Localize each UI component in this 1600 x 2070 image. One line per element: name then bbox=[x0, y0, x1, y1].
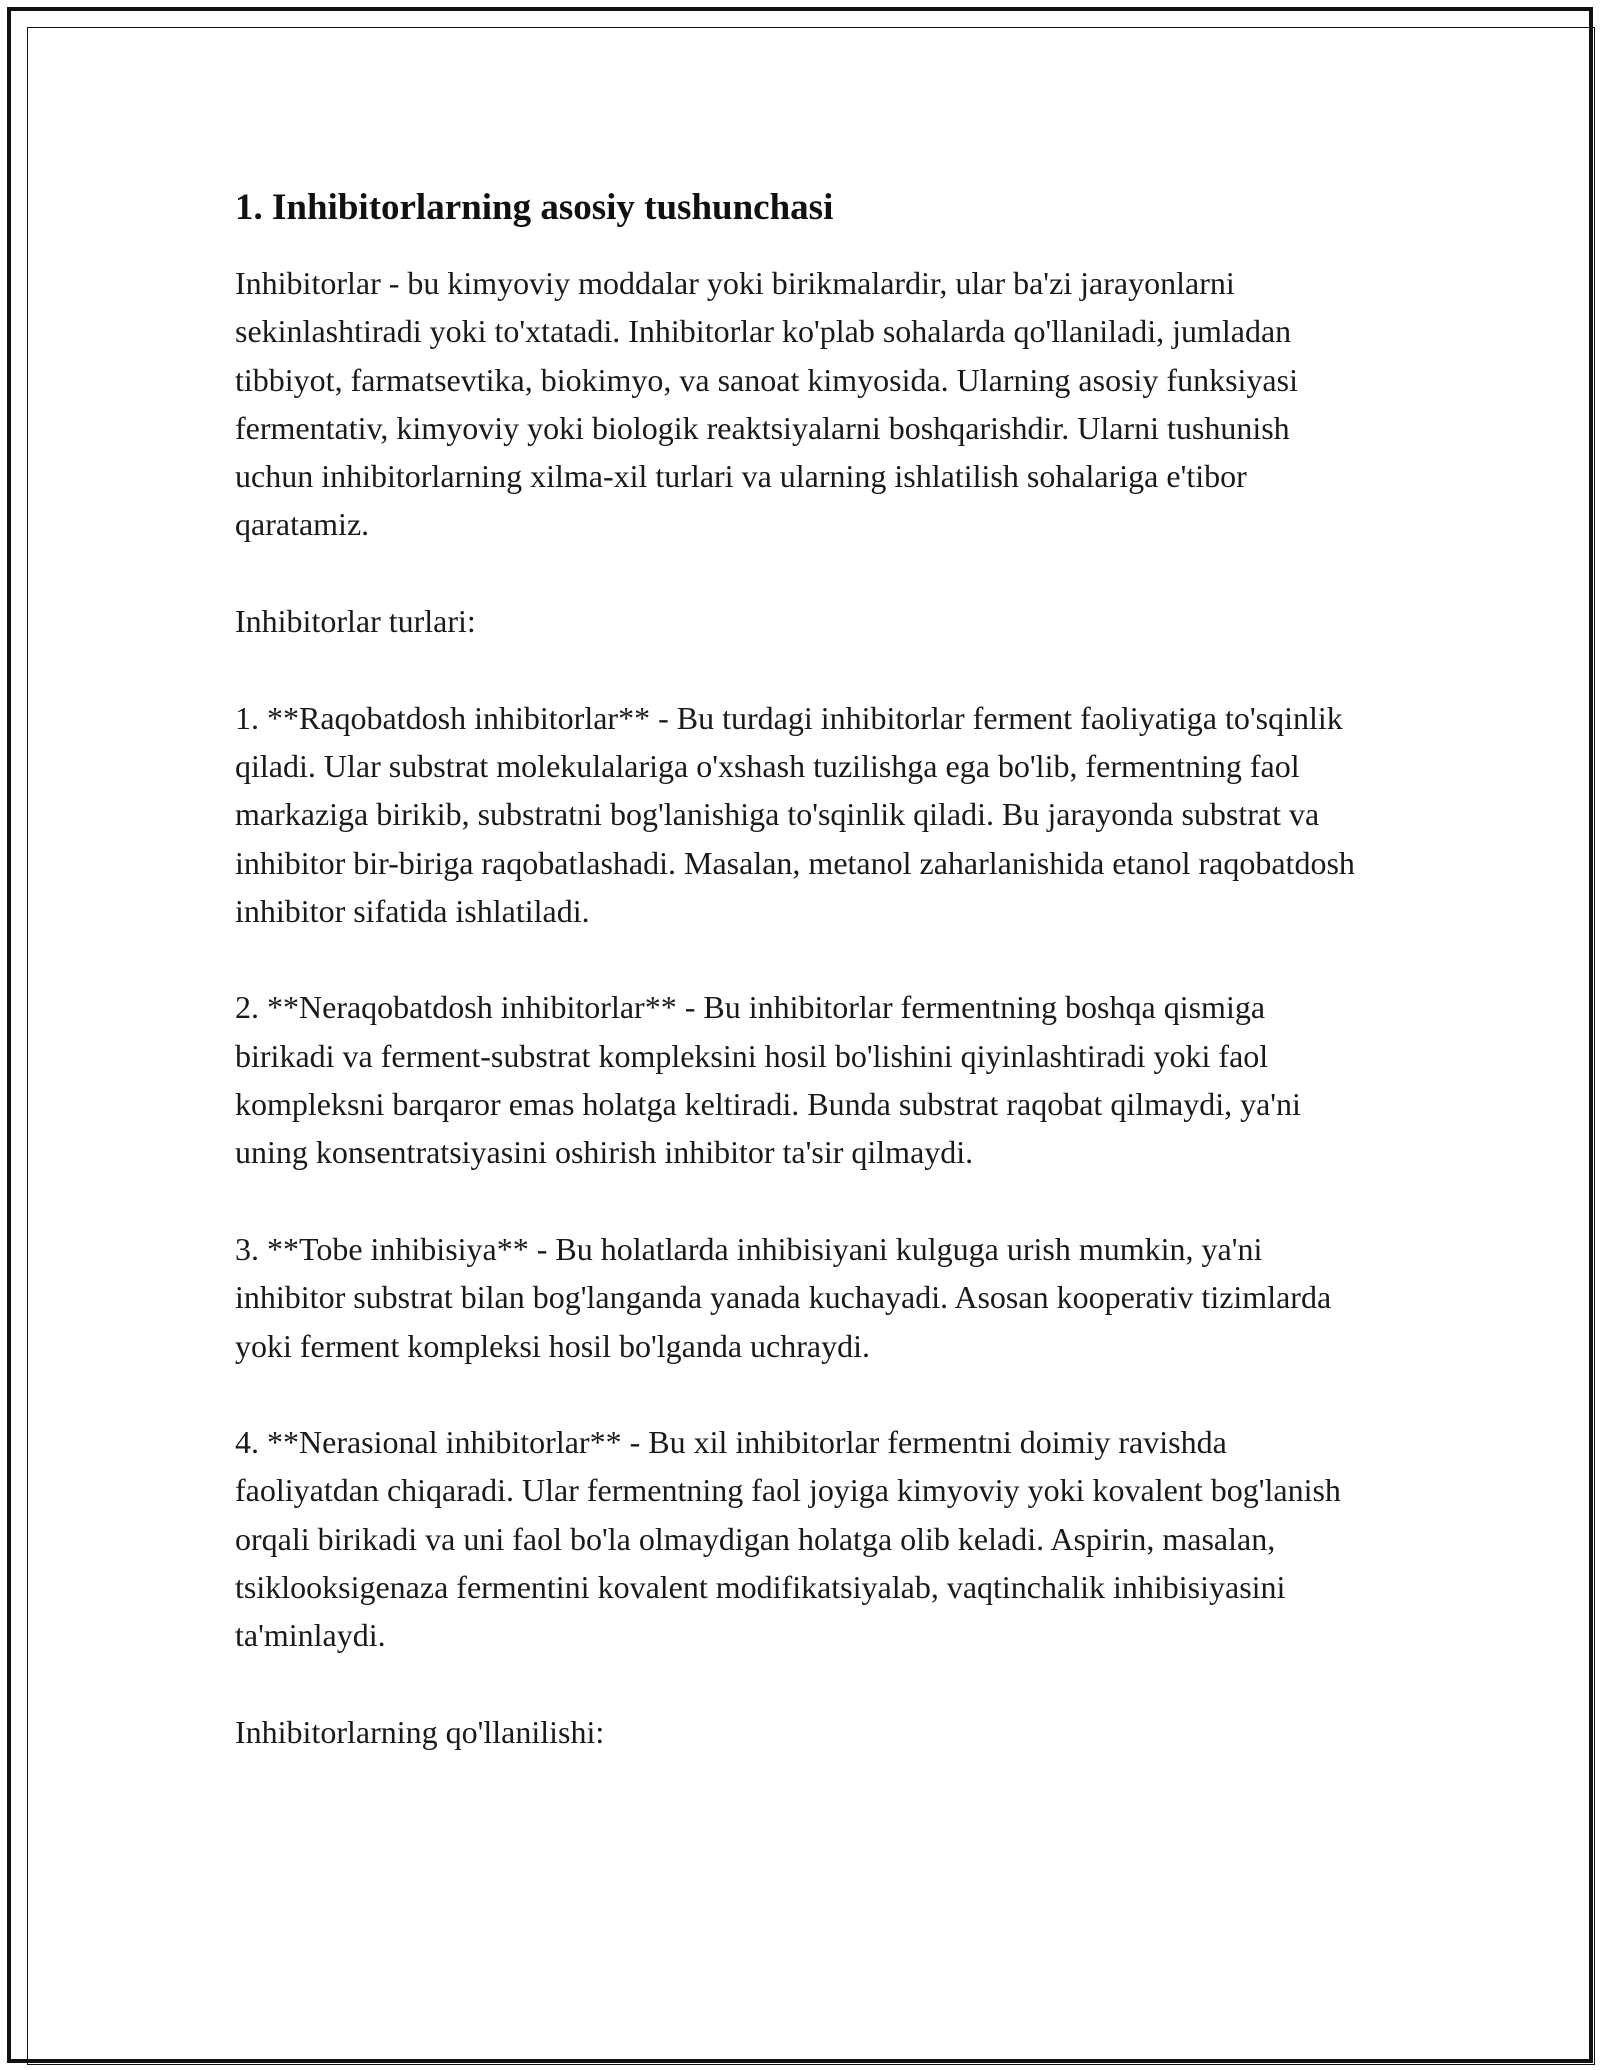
types-subheading: Inhibitorlar turlari: bbox=[235, 603, 476, 640]
list-item-competitive: 1. **Raqobatdosh inhibitorlar** - Bu turdagi inhibitorlar ferment faoliyatiga to'sqinlik qiladi. Ular substrat molekulalariga o'xshash tuzilishga ega bo'lib, fermentning faol markaziga birikib, substratni bog'lanishiga to'sqinlik qiladi. Bu jarayonda substrat va inhibitor bir-biriga raqobatlashadi. Masalan, metanol zaharlanishida etanol raqobatdosh inhibitor sifatida ishlatiladi. bbox=[235, 699, 1355, 929]
section-heading: 1. Inhibitorlarning asosiy tushunchasi bbox=[235, 187, 834, 228]
document-body bbox=[235, 185, 1365, 1805]
applications-subheading: Inhibitorlarning qo'llanilishi: bbox=[235, 1713, 605, 1750]
list-item-uncompetitive: 3. **Tobe inhibisiya** - Bu holatlarda inhibisiyani kulguga urish mumkin, ya'ni inhibitor substrat bilan bog'langanda yanada kuchayadi. Asosan kooperativ tizimlarda yoki ferment kompleksi hosil bo'lganda uchraydi. bbox=[235, 1230, 1332, 1364]
list-item-noncompetitive: 2. **Neraqobatdosh inhibitorlar** - Bu inhibitorlar fermentning boshqa qismiga birikadi va ferment-substrat kompleksini hosil bo'lishini qiyinlashtiradi yoki faol kompleksni barqaror emas holatga keltiradi. Bunda substrat raqobat qilmaydi, ya'ni uning konsentratsiyasini oshirish inhibitor ta'sir qilmaydi. bbox=[235, 989, 1301, 1171]
list-item-irreversible: 4. **Nerasional inhibitorlar** - Bu xil inhibitorlar fermentni doimiy ravishda faoliyatdan chiqaradi. Ular fermentning faol joyiga kimyoviy yoki kovalent bog'lanish orqali birikadi va uni faol bo'la olmaydigan holatga olib keladi. Aspirin, masalan, tsiklooksigenaza fermentini kovalent modifikatsiyalab, vaqtinchalik inhibisiyasini ta'minlaydi. bbox=[235, 1424, 1341, 1654]
intro-paragraph: Inhibitorlar - bu kimyoviy moddalar yoki birikmalardir, ular ba'zi jarayonlarni sekinlashtiradi yoki to'xtatadi. Inhibitorlar ko'plab sohalarda qo'llaniladi, jumladan tibbiyot, farmatsevtika, biokimyo, va sanoat kimyosida. Ularning asosiy funksiyasi fermentativ, kimyoviy yoki biologik reaktsiyalarni boshqarishdir. Ularni tushunish uchun inhibitorlarning xilma-xil turlari va ularning ishlatilish sohalariga e'tibor qaratamiz. bbox=[235, 265, 1298, 543]
